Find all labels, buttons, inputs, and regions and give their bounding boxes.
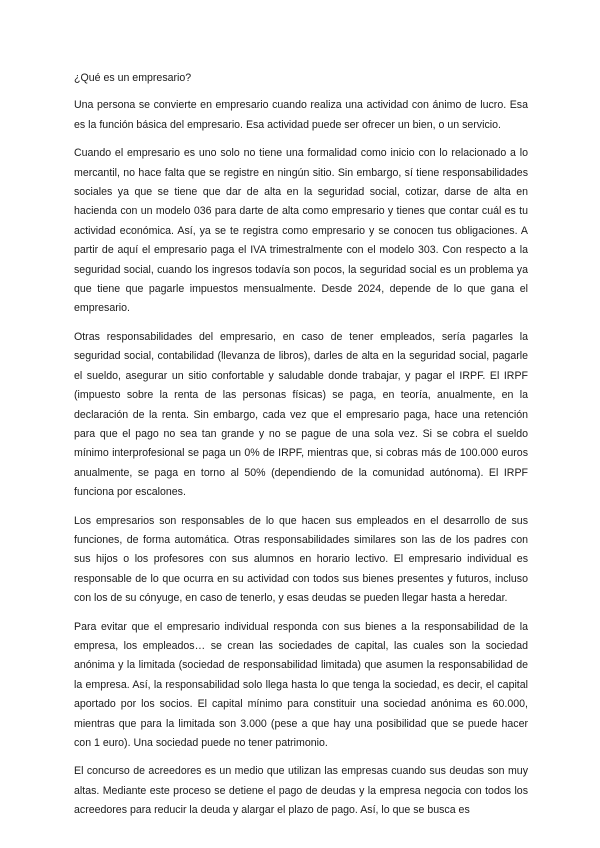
paragraph-individual-entrepreneur: Cuando el empresario es uno solo no tiene una formalidad como inicio con lo relacionado a lo mercantil, no hace falta que se registre en ningún sitio. Sin embargo, sí tiene responsabilidades sociales ya que se tiene que dar de alta en la seguridad social, cotizar, darse de alta en hacienda con un modelo 036 para darte de alta como empresario y tienes que contar cuál es tu actividad económica. Así, ya se te registra como empresario y se conocen tus obligaciones. A partir de aquí el empresario paga el IVA trimestralmente con el modelo 303. Con respecto a la seguridad social, cuando los ingresos todavía son pocos, la seguridad social es un problema ya que tiene que pagarle impuestos mensualmente. Desde 2024, depende de lo que gana el empresario. [74, 147, 528, 315]
paragraph-liability: Los empresarios son responsables de lo que hacen sus empleados en el desarrollo de sus funciones, de forma automática. Otras responsabilidades similares son las de los padres con sus hijos o los profesores con sus alumnos en horario lectivo. El empresario individual es responsable de lo que ocurra en su actividad con todos sus bienes presentes y futuros, incluso con los de su cónyuge, en caso de tenerlo, y esas deudas se pueden llegar hasta a heredar. [74, 514, 528, 605]
paragraph-capital-companies: Para evitar que el empresario individual responda con sus bienes a la responsabilidad de la empresa, los empleados… se crean las sociedades de capital, las cuales son la sociedad anónima y la limitada (sociedad de responsabilidad limitada) que asumen la responsabilidad de la empresa. Así, la responsabilidad solo llega hasta lo que tenga la sociedad, es decir, el capital aportado por los socios. El capital mínimo para constituir una sociedad anónima es 60.000, mientras que para la limitada son 3.000 (pese a que hay una posibilidad que se puede hacer con 1 euro). Una sociedad puede no tener patrimonio. [74, 620, 528, 749]
paragraph-creditors-contest: El concurso de acreedores es un medio que utilizan las empresas cuando sus deudas son muy altas. Mediante este proceso se detiene el pago de deudas y la empresa negocia con todos los acreedores para reducir la deuda y alargar el plazo de pago. Así, lo que se busca es [74, 765, 528, 817]
document-title: ¿Qué es un empresario? [74, 72, 192, 84]
paragraph-definition: Una persona se convierte en empresario cuando realiza una actividad con ánimo de lucro. Esa es la función básica del empresario. Esa actividad puede ser ofrecer un bien, o un servicio. [74, 99, 528, 131]
paragraph-employer-responsibilities: Otras responsabilidades del empresario, en caso de tener empleados, sería pagarles la seguridad social, contabilidad (llevanza de libros), darles de alta en la seguridad social, pagarle el sueldo, asegurar un sitio confortable y saludable donde trabajar, y pagar el IRPF. El IRPF (impuesto sobre la renta de las personas físicas) se paga, en teoría, anualmente, en la declaración de la renta. Sin embargo, cada vez que el empresario paga, hace una retención para que el pago no sea tan grande y no se pague de una sola vez. Si se cobra el sueldo mínimo interprofesional se paga un 0% de IRPF, mientras que, si cobras más de 100.000 euros anualmente, se paga en torno al 50% (dependiendo de la comunidad autónoma). El IRPF funciona por escalones. [74, 330, 528, 499]
document-body [74, 69, 528, 830]
